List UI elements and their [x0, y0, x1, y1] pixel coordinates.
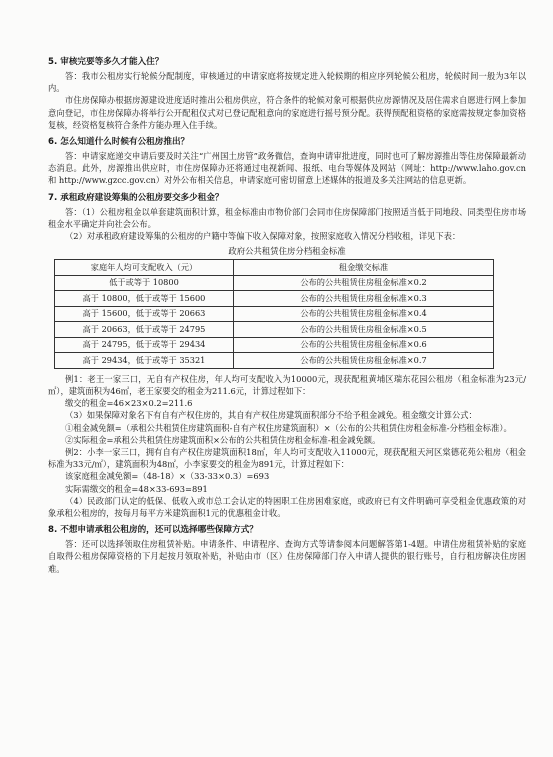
- table-row: [55, 306, 494, 322]
- section-7-heading: 7. 承租政府建设筹集的公租房要交多少租金？: [48, 192, 224, 203]
- section-5-paragraph-2: 市住房保障办根据房源建设进度适时推出公租房供应，符合条件的轮候对象可根据供应房源情况及居住需求自愿进行网上参加意向登记，市住房保障办将举行公开配租仪式对已登记配租意向的家庭进行摇号预分配。获得预配租资格的家庭需按规定参加资格复核，经资格复核符合条件方能办理入住手续。: [48, 95, 526, 130]
- table-cell-income: 高于 15600，低于或等于 20663: [55, 306, 234, 322]
- table-cell-rent: 公布的公共租赁住房租金标准×0.7: [234, 353, 494, 369]
- example-2-text: 例2：小李一家三口，拥有自有产权住房建筑面积18㎡，年人均可支配收入11000元，现获配租天河区棠德花苑公租房（租金标准为33元/㎡），建筑面积为48㎡，小李家要交的租金为891元，计算过程如下：: [48, 446, 526, 470]
- section-6-answer: 答：申请家庭递交申请后要及时关注“广州国土房管”政务微信，查询申请审批进度，同时也可了解房源推出等住房保障最新动态消息。此外，房源推出供应时，市住房保障办还将通过电视新闻、报纸、电台等媒体及网站（网址：http://www.laho.gov.cn 和 http://www.gzcc.gov.cn）对外公布相关信息，申请家庭可密切留意上述媒体的报道及多关注网站的信息更新。: [48, 151, 526, 186]
- table-row: [55, 353, 494, 369]
- table-row: [55, 322, 494, 338]
- rent-standard-table: [54, 259, 494, 369]
- table-cell-rent: 公布的公共租赁住房租金标准×0.6: [234, 337, 494, 353]
- table-cell-rent: 公布的公共租赁住房租金标准×0.2: [234, 275, 494, 291]
- section-5-heading: 5. 审核完要等多久才能入住？: [48, 57, 164, 67]
- faq-section-8: [48, 524, 526, 575]
- example-2-calculation-reduction: 该家庭租金减免额=（48-18）×（33-33×0.3）=693: [65, 471, 270, 482]
- section-7-paragraph-2: （2）对承租政府建设筹集的公租房的户籍中等偏下收入保障对象，按照家庭收入情况分档收租，详见下表：: [65, 231, 461, 242]
- section-7-answer: 答：（1）公租房租金以单套建筑面积计算，租金标准由市物价部门会同市住房保障部门按照适当低于同地段、同类型住房市场租金水平确定并向社会公布。: [48, 206, 526, 229]
- table-row: [55, 291, 494, 307]
- example-2-calculation-actual: 实际需缴交的租金=48×33-693=891: [65, 483, 208, 494]
- table-cell-income: 高于 29434，低于或等于 35321: [55, 353, 234, 369]
- document-body: [48, 56, 526, 580]
- section-6-heading: 6. 怎么知道什么时候有公租房推出？: [48, 137, 190, 148]
- table-cell-income: 低于或等于 10800: [55, 275, 234, 291]
- table-row: [55, 337, 494, 353]
- table-cell-income: 高于 10800，低于或等于 15600: [55, 291, 234, 307]
- table-cell-rent: 公布的公共租赁住房租金标准×0.5: [234, 322, 494, 338]
- table-cell-rent: 公布的公共租赁住房租金标准×0.3: [234, 291, 494, 307]
- table-cell-rent: 公布的公共租赁住房租金标准×0.4: [234, 306, 494, 322]
- faq-section-6: [48, 136, 526, 187]
- table-header-row: [55, 260, 494, 276]
- rule-3-text: （3）如果保障对象名下有自有产权住房的，其自有产权住房建筑面积部分不给予租金减免。租金缴交计算公式：: [65, 410, 477, 421]
- formula-actual-rent: ②实际租金=承租公共租赁住房建筑面积×公布的公共租赁住房租金标准-租金减免额。: [65, 434, 381, 445]
- faq-section-7: [48, 192, 526, 520]
- table-row: [55, 275, 494, 291]
- section-8-answer: 答：还可以选择领取住房租赁补贴。申请条件、申请程序、查询方式等请参阅本问题解答第1-4题。申请住房租赁补贴的家庭自取得公租房保障资格的下月起按月领取补贴，补贴由市（区）住房保障部门存入申请人提供的银行账号，自行租房解决住房困难。: [48, 539, 526, 574]
- example-1-calculation: 缴交的租金=46×23×0.2=211.6: [65, 398, 193, 409]
- rule-4-text: （4）民政部门认定的低保、低收入或市总工会认定的特困职工住房困难家庭，或政府已有文件明确可享受租金优惠政策的对象承租公租房的，按每月每平方米建筑面积1元的优惠租金计收。: [48, 495, 526, 518]
- section-8-heading: 8. 不想申请承租公租房的，还可以选择哪些保障方式？: [48, 525, 258, 536]
- table-header-income: 家庭年人均可支配收入（元）: [55, 260, 234, 276]
- table-header-rent: 租金缴交标准: [234, 260, 494, 276]
- formula-rent-reduction: ①租金减免额=（承租公共租赁住房建筑面积-自有产权住房建筑面积）×（公布的公共租赁住房租金标准-分档租金标准）。: [65, 422, 512, 433]
- section-5-answer: 答：我市公租房实行轮候分配制度，审核通过的申请家庭将按规定进入轮候期的相应序列轮候公租房，轮候时间一般为3年以内。: [48, 71, 526, 94]
- rent-table-title: 政府公共租赁住房分档租金标准: [228, 246, 346, 257]
- example-1-text: 例1：老王一家三口，无自有产权住房，年人均可支配收入为10000元，现获配租黄埔区瑞东花园公租房（租金标准为23元/㎡），建筑面积为46㎡，老王家要交的租金为211.6元，计算过程如下：: [48, 373, 526, 396]
- table-cell-income: 高于 20663，低于或等于 24795: [55, 322, 234, 338]
- table-cell-income: 高于 24795，低于或等于 29434: [55, 337, 234, 353]
- faq-section-5: [48, 56, 526, 131]
